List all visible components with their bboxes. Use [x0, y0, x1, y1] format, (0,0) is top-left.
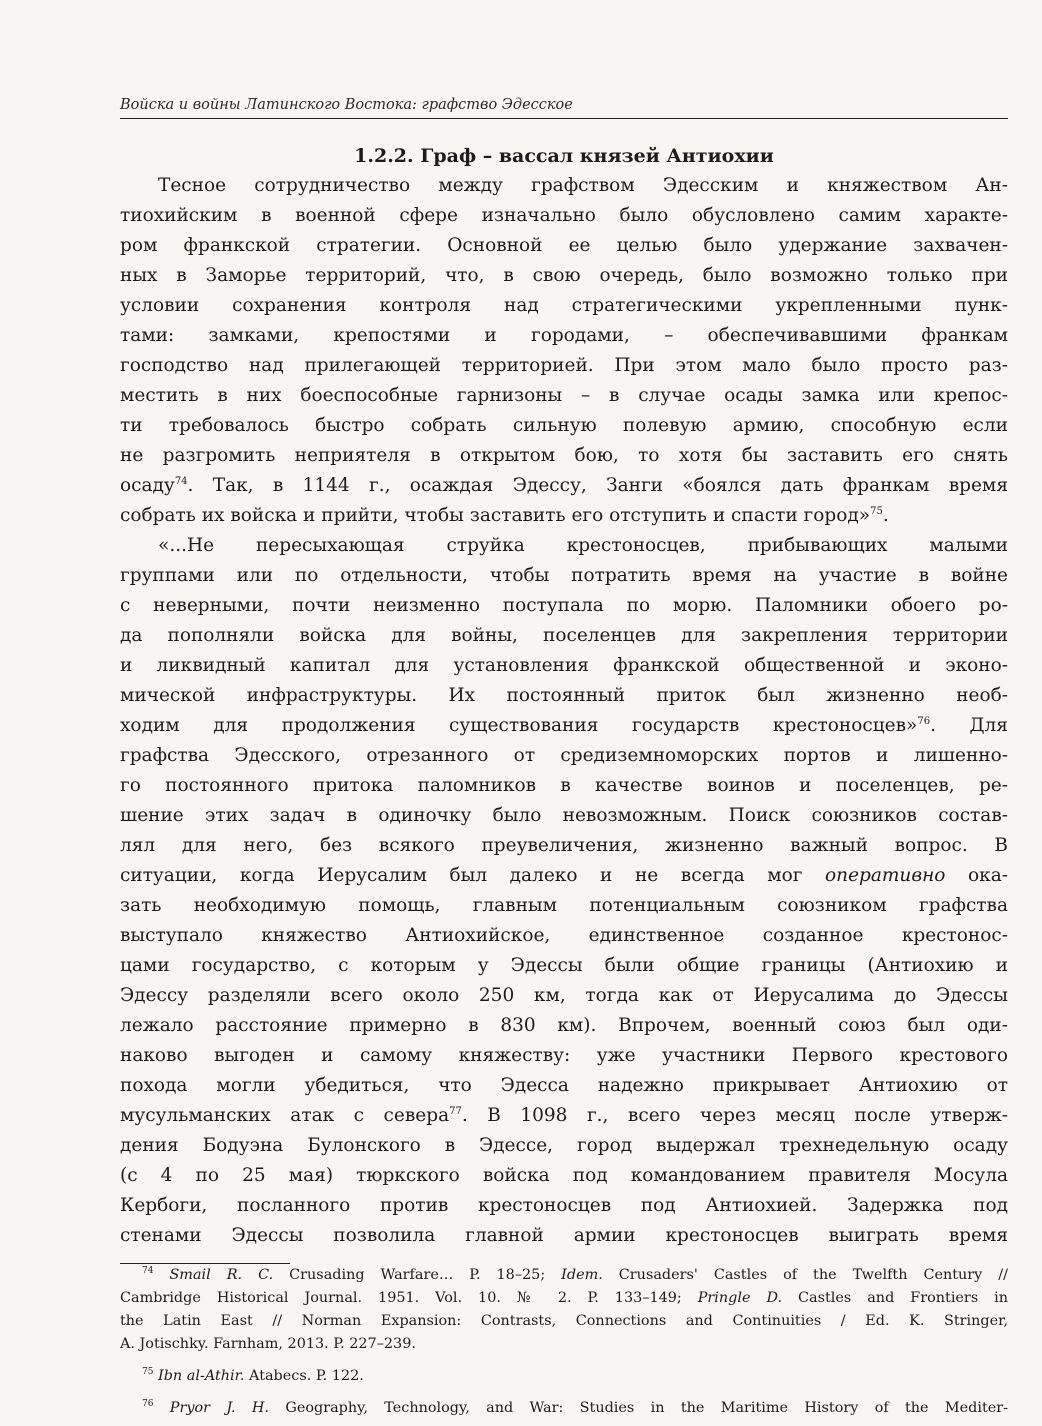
text-line: похода могли убедиться, что Эдесса надежно прикрывает Антиохию от [120, 1075, 1008, 1096]
text-fragment: ходим для продолжения существования государств крестоносцев» [120, 715, 918, 736]
footnote-74-line: the Latin East // Norman Expansion: Contrasts, Connections and Continuities / Ed. K. Stringer, [120, 1313, 1008, 1329]
footnote-ref-74[interactable]: 74 [174, 476, 188, 487]
text-fragment: собрать их войска и прийти, чтобы заставить его отступить и спасти город» [120, 505, 871, 526]
text-line: наково выгоден и самому княжеству: уже участники Первого крестового [120, 1045, 1008, 1066]
text-line: цами государство, с которым у Эдессы были общие границы (Антиохию и [120, 955, 1008, 976]
text-line: ром франкской стратегии. Основной ее целью было удержание захвачен- [120, 235, 1008, 256]
body-text [120, 171, 1008, 1251]
text-line: да пополняли войска для войны, поселенцев для закрепления территории [120, 625, 1008, 646]
text-line: тами: замками, крепостями и городами, – обеспечивавшими франкам [120, 325, 1008, 346]
author-name: Smail R. C. [169, 1267, 274, 1283]
running-head: Войска и войны Латинского Востока: графство Эдесское [120, 92, 1008, 119]
footnote-75-line [120, 1365, 1008, 1388]
footnote-number: 74 [142, 1266, 154, 1276]
text-line: стенами Эдессы позволила главной армии крестоносцев выиграть время [120, 1225, 1008, 1246]
citation-text: Castles and Frontiers in [782, 1290, 1008, 1306]
text-line [120, 711, 1008, 741]
text-fragment: ока- [945, 865, 1008, 886]
text-line: Кербоги, посланного против крестоносцев под Антиохией. Задержка под [120, 1195, 1008, 1216]
text-line [120, 861, 1008, 891]
text-line: условии сохранения контроля над стратегическими укрепленными пунк- [120, 295, 1008, 316]
footnote-number: 75 [142, 1367, 154, 1377]
text-line: господство над прилегающей территорией. При этом мало было просто раз- [120, 355, 1008, 376]
citation-text: Geography, Technology, and War: Studies in the Maritime History of the Mediter- [269, 1400, 1008, 1416]
text-line: группами или по отдельности, чтобы потратить время на участие в войне [120, 565, 1008, 586]
text-fragment: осаду [120, 475, 175, 496]
footnote-74-line: A. Jotischky. Farnham, 2013. P. 227–239. [120, 1336, 416, 1352]
text-line [120, 471, 1008, 501]
section-title: 1.2.2. Граф – вассал князей Антиохии [354, 145, 774, 167]
footnote-ref-77[interactable]: 77 [449, 1106, 462, 1117]
author-name: Pringle D. [697, 1290, 783, 1306]
text-line: графства Эдесского, отрезанного от средиземноморских портов и лишенно- [120, 745, 1008, 766]
text-line: и ликвидный капитал для установления франкской общественной и эконо- [120, 655, 1008, 676]
text-line: «...Не пересыхающая струйка крестоносцев, прибывающих малыми [158, 535, 1008, 556]
citation-text: Atabecs. P. 122. [244, 1368, 364, 1384]
text-fragment: мусульманских атак с севера [120, 1105, 450, 1126]
text-line: не разгромить неприятеля в открытом бою, то хотя бы заставить его снять [120, 445, 1008, 466]
footnote-74-line [120, 1264, 1008, 1287]
author-name: Pryor J. H. [169, 1400, 270, 1416]
text-fragment: . Так, в 1144 г., осаждая Эдессу, Занги «боялся дать франкам время [187, 475, 1008, 496]
text-line [120, 1101, 1008, 1131]
text-line: Эдессу разделяли всего около 250 км, тогда как от Иерусалима до Эдессы [120, 985, 1008, 1006]
footnote-number: 76 [142, 1399, 154, 1409]
text-line: шение этих задач в одиночку было невозможным. Поиск союзников состав- [120, 805, 1008, 826]
footnote-74-line [120, 1287, 1008, 1310]
text-line: выступало княжество Антиохийское, единственное созданное крестонос- [120, 925, 1008, 946]
footnote-ref-75[interactable]: 75 [870, 506, 883, 517]
footnote-76-line [120, 1397, 1008, 1420]
text-fragment: . [882, 505, 889, 526]
text-line: дения Бодуэна Булонского в Эдессе, город выдержал трехнедельную осаду [120, 1135, 1008, 1156]
text-line: тиохийским в военной сфере изначально было обусловлено самим характе- [120, 205, 1008, 226]
text-line [120, 501, 1008, 531]
italic-word: оперативно [825, 865, 946, 886]
text-line: (с 4 по 25 мая) тюркского войска под командованием правителя Мосула [120, 1165, 1008, 1186]
text-line: местить в них боеспособные гарнизоны – в случае осады замка или крепос- [120, 385, 1008, 406]
text-line: мической инфраструктуры. Их постоянный приток был жизненно необ- [120, 685, 1008, 706]
text-line: с неверными, почти неизменно поступала по морю. Паломники обоего ро- [120, 595, 1008, 616]
text-fragment: . В 1098 г., всего через месяц после утверж- [461, 1105, 1008, 1126]
author-name: Idem. [561, 1267, 603, 1283]
citation-text: Crusaders' Castles of the Twelfth Century // [602, 1267, 1008, 1283]
text-line: ти требовалось быстро собрать сильную полевую армию, способную если [120, 415, 1008, 436]
text-fragment: . Для [930, 715, 1008, 736]
author-name: Ibn al-Athir. [158, 1368, 245, 1384]
book-page [120, 92, 1008, 1420]
citation-text: Cambridge Historical Journal. 1951. Vol. 10. № 2. P. 133–149; [120, 1290, 698, 1306]
footnotes [120, 1264, 1008, 1420]
text-line: лежало расстояние примерно в 830 км). Впрочем, военный союз был оди- [120, 1015, 1008, 1036]
footnote-ref-76[interactable]: 76 [917, 716, 931, 727]
text-fragment: ситуации, когда Иерусалим был далеко и не всегда мог [120, 865, 826, 886]
text-line: го постоянного притока паломников в качестве воинов и поселенцев, ре- [120, 775, 1008, 796]
text-line: Тесное сотрудничество между графством Эдесским и княжеством Ан- [158, 175, 1008, 196]
text-line: ных в Заморье территорий, что, в свою очередь, было возможно только при [120, 265, 1008, 286]
text-line: зать необходимую помощь, главным потенциальным союзником графства [120, 895, 1008, 916]
citation-text: Crusading Warfare… P. 18–25; [273, 1267, 562, 1283]
text-line: лял для него, без всякого преувеличения, жизненно важный вопрос. В [120, 835, 1008, 856]
